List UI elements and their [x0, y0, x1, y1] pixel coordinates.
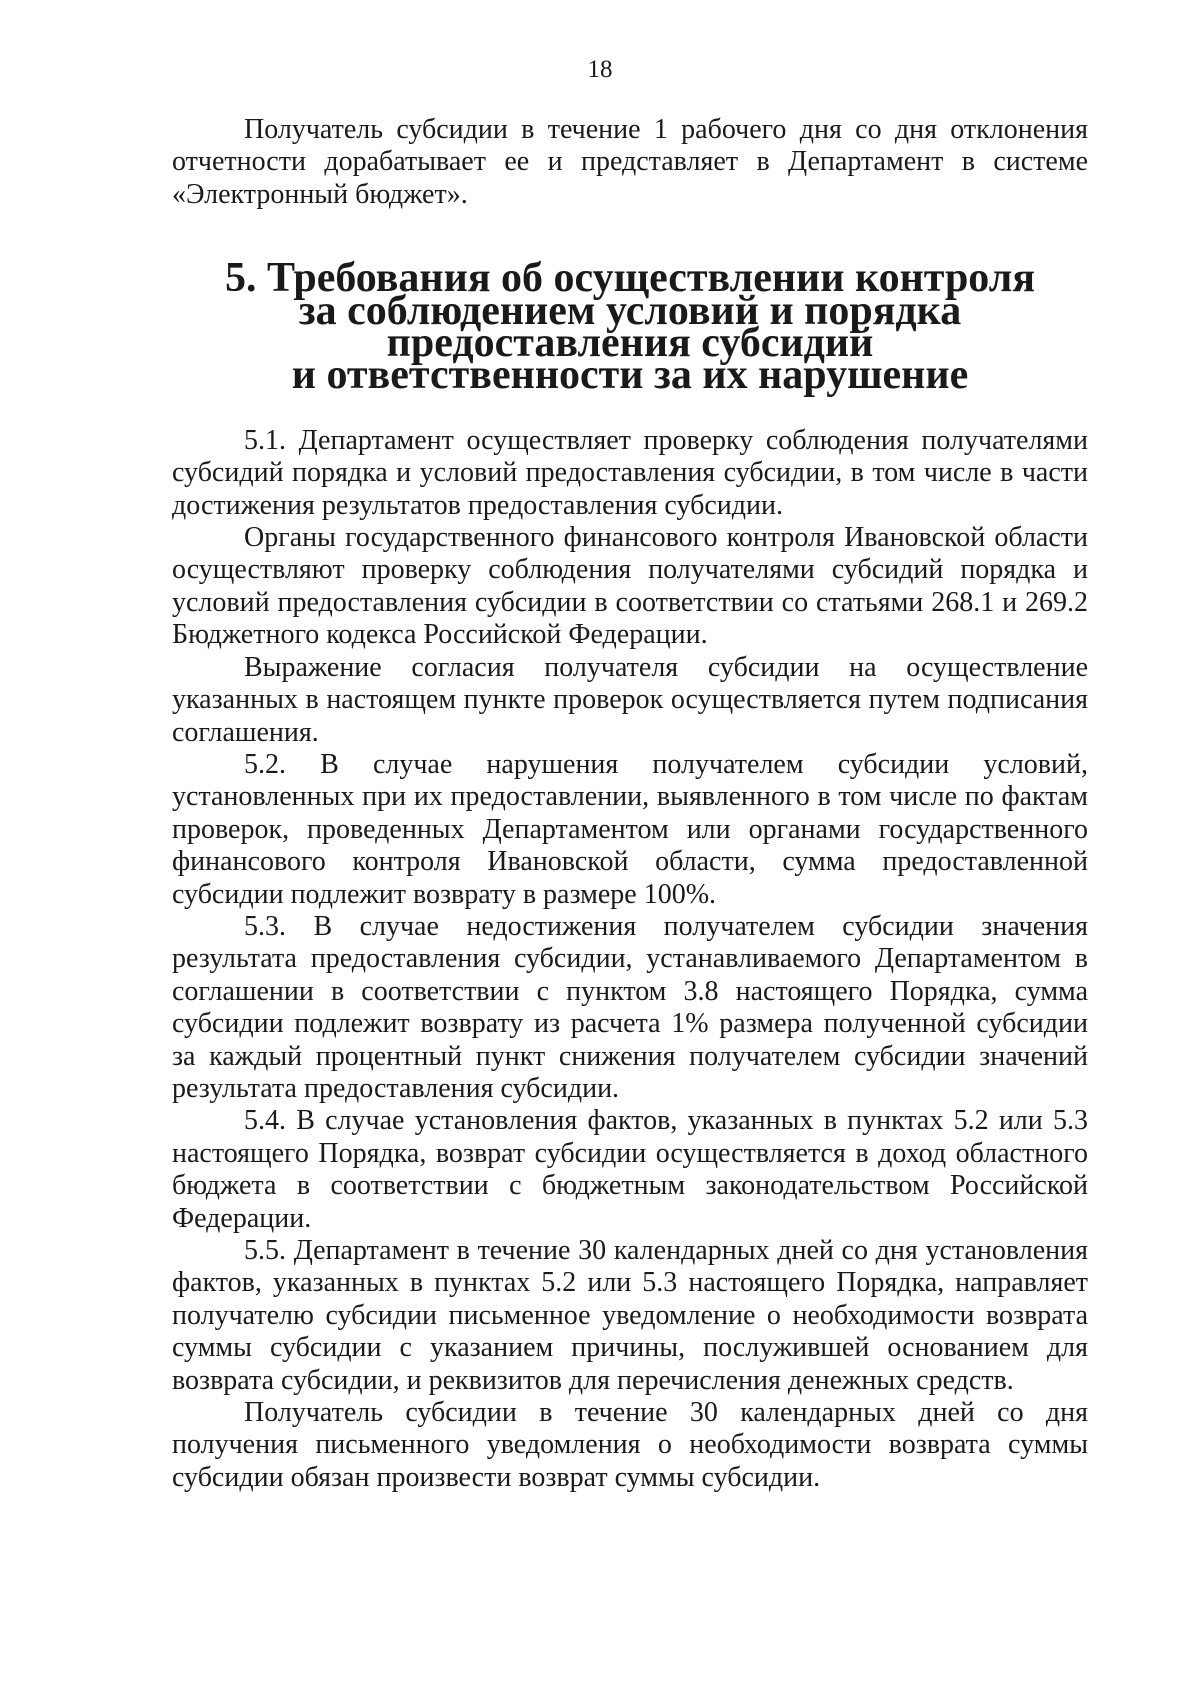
paragraph-5-1: 5.1. Департамент осуществляет проверку соблюдения получателями субсидий порядка и условий предоставления субсидии, в том числе в части достижения результатов предоставления субсидии. — [172, 424, 1088, 521]
intro-paragraph: Получатель субсидии в течение 1 рабочего дня со дня отклонения отчетности дорабатывает ее и представляет в Департамент в системе «Электронный бюджет». — [172, 114, 1088, 210]
paragraph-refund-obligation: Получатель субсидии в течение 30 календарных дней со дня получения письменного уведомления о необходимости возврата суммы субсидии обязан произвести возврат суммы субсидии. — [172, 1397, 1088, 1493]
paragraph-state-control: Органы государственного финансового контроля Ивановской области осуществляют проверку соблюдения получателями субсидий порядка и условий предоставления субсидии в соответствии со статьями 268.1 и 269.2 Бюджетного кодекса Российской Федерации. — [172, 522, 1088, 651]
section-heading-line: 5. Требования об осуществлении контроля — [224, 255, 1036, 302]
section-heading-line: за соблюдением условий и порядка предоставления субсидий — [298, 287, 962, 367]
page-number: 18 — [587, 56, 613, 83]
paragraph-5-3: 5.3. В случае недостижения получателем субсидии значения результата предоставления субсидии, устанавливаемого Департаментом в соглашении в соответствии с пунктом 3.8 настоящего Порядка, сумма субсидии подлежит возврату из расчета 1% размера полученной субсидии за каждый процентный пункт снижения получателем субсидии значений результата предоставления субсидии. — [172, 910, 1088, 1104]
paragraph-consent: Выражение согласия получателя субсидии на осуществление указанных в настоящем пункте проверок осуществляется путем подписания соглашения. — [172, 651, 1088, 748]
document-body — [172, 114, 1088, 1494]
paragraph-5-2: 5.2. В случае нарушения получателем субсидии условий, установленных при их предоставлении, выявленного в том числе по фактам проверок, проведенных Департаментом или органами государственного финансового контроля Ивановской области, сумма предоставленной субсидии подлежит возврату в размере 100%. — [172, 748, 1088, 910]
section-heading-line: и ответственности за их нарушение — [291, 352, 969, 399]
paragraph-5-5: 5.5. Департамент в течение 30 календарных дней со дня установления фактов, указанных в пунктах 5.2 или 5.3 настоящего Порядка, направляет получателю субсидии письменное уведомление о необходимости возврата суммы субсидии с указанием причины, послужившей основанием для возврата субсидии, и реквизитов для перечисления денежных средств. — [172, 1235, 1088, 1396]
paragraph-5-4: 5.4. В случае установления фактов, указанных в пунктах 5.2 или 5.3 настоящего Порядка, возврат субсидии осуществляется в доход областного бюджета в соответствии с бюджетным законодательством Российской Федерации. — [172, 1105, 1088, 1234]
section-heading — [172, 255, 1088, 399]
